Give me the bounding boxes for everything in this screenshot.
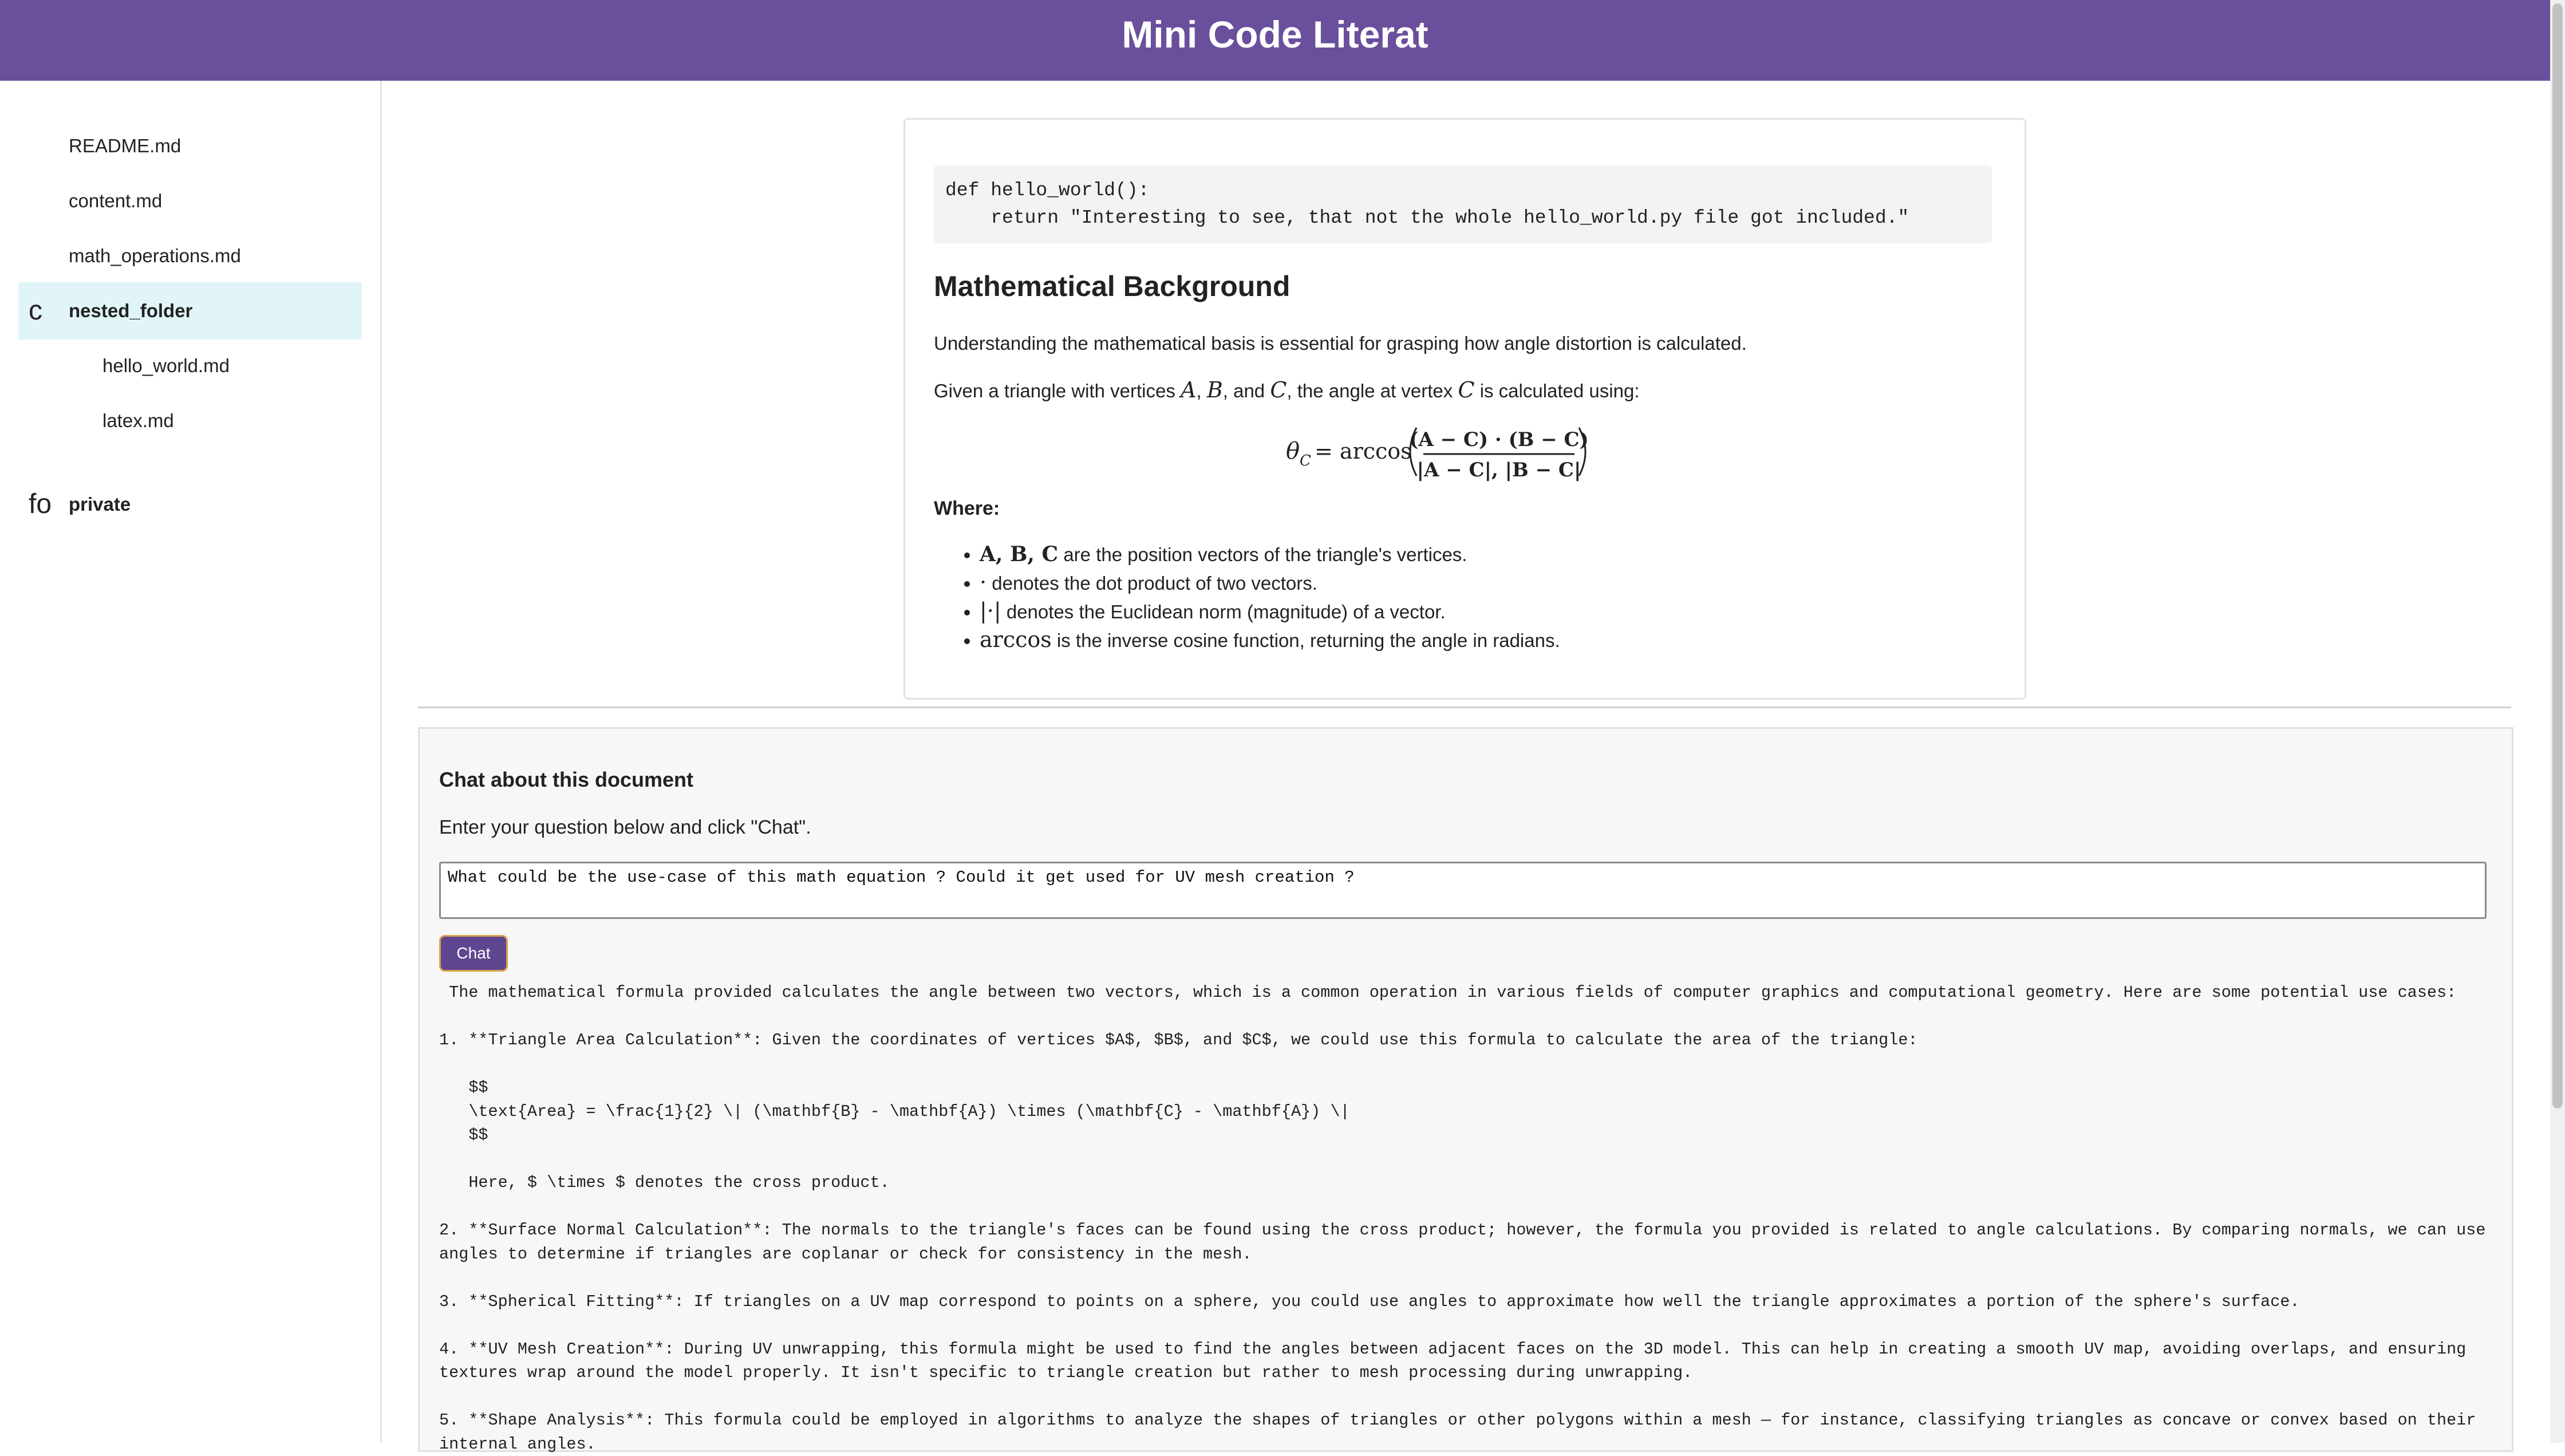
formula-lhs-sub: C bbox=[1300, 452, 1311, 469]
chat-title: Chat about this document bbox=[439, 768, 693, 791]
vertex-c: C bbox=[1270, 377, 1287, 403]
code-block bbox=[934, 165, 1992, 243]
list-item: • A, B, C are the position vectors of the triangle's vertices. bbox=[980, 540, 1560, 569]
list-item: • |·| denotes the Euclidean norm (magnitude) of a vector. bbox=[980, 597, 1560, 626]
sidebar-item-private[interactable] bbox=[18, 476, 362, 533]
chat-answer: The mathematical formula provided calculates the angle between two vectors, which is a common operation in various fields of computer graphics and computational geometry. Here are some potential use cases: 1. **Triangle Area Calculation**: Given the coordinates of vertices $A$, $B$, and $C$, we could use this formula to calculate the area of the triangle: $$ \text{Area} = \frac{1}{2} \| (\mathbf{B} - \mathbf{A}) \times (\mathbf{C} - \mathbf{A}) \| $$ Here, $ \times $ denotes the cross product. 2. **Surface Normal Calculation**: The normals to the triangle's faces can be found using the cross product; however, the formula you provided is related to angle calculations. By comparing normals, we can use angles to determine if triangles are coplanar or check for consistency in the mesh. 3. **Spherical Fitting**: If triangles on a UV map correspond to points on a sphere, you could use angles to approximate how well the triangle approximates a portion of the sphere's surface. 4. **UV Mesh Creation**: During UV unwrapping, this formula might be used to find the angles between adjacent faces on the 3D model. This can help in creating a smooth UV map, avoiding overlaps, and ensuring textures wrap around the model properly. It isn't specific to triangle creation but rather to mesh processing during unwrapping. 5. **Shape Analysis**: This formula could be employed in algorithms to analyze the shapes of triangles or other polygons within a mesh — for instance, classifying triangles as concave or convex based on their internal angles. bbox=[439, 983, 2486, 1454]
formula-denominator: |A − C|, |B − C| bbox=[1416, 459, 1581, 482]
list-item: • arccos is the inverse cosine function, returning the angle in radians. bbox=[980, 626, 1560, 654]
triangle-paragraph: Given a triangle with vertices A, B, and C, the angle at vertex C is calculated using: bbox=[934, 377, 1640, 403]
sidebar-item-label: math_operations.md bbox=[69, 245, 241, 266]
chat-panel bbox=[418, 727, 2513, 1452]
chat-question-input[interactable] bbox=[439, 862, 2487, 919]
app-header bbox=[0, 0, 2550, 81]
file-sidebar bbox=[0, 81, 382, 1443]
vertex-c-ref: C bbox=[1458, 377, 1475, 403]
formula-graphic bbox=[1286, 417, 1629, 486]
formula-lhs: θ bbox=[1286, 438, 1300, 464]
sidebar-item-label: hello_world.md bbox=[102, 355, 230, 376]
sidebar-item-latex[interactable] bbox=[18, 392, 362, 449]
section-divider bbox=[418, 707, 2511, 708]
sidebar-item-content[interactable] bbox=[18, 172, 362, 230]
sidebar-item-readme[interactable] bbox=[18, 117, 362, 175]
formula-eq: = arccos bbox=[1315, 439, 1412, 464]
document-card bbox=[903, 118, 2026, 700]
list-item: • · denotes the dot product of two vectors. bbox=[980, 569, 1560, 597]
formula-numerator: (A − C) · (B − C) bbox=[1409, 428, 1589, 451]
page-scrollbar[interactable] bbox=[2550, 0, 2565, 1443]
sidebar-item-nested-folder[interactable] bbox=[18, 282, 362, 340]
sidebar-item-label: latex.md bbox=[102, 410, 174, 431]
where-label: Where: bbox=[934, 498, 1000, 519]
vertex-a: A bbox=[1181, 377, 1197, 403]
intro-paragraph: Understanding the mathematical basis is essential for grasping how angle distortion is calculated. bbox=[934, 333, 1747, 354]
sidebar-item-label: nested_folder bbox=[69, 300, 193, 321]
sidebar-item-label: private bbox=[69, 494, 131, 515]
sidebar-item-label: README.md bbox=[69, 135, 181, 156]
sidebar-item-label: content.md bbox=[69, 190, 163, 211]
angle-formula bbox=[1286, 417, 1629, 486]
vertex-b: B bbox=[1206, 377, 1223, 403]
definitions-list bbox=[934, 540, 1560, 654]
chat-hint: Enter your question below and click "Chat". bbox=[439, 816, 811, 838]
chat-button[interactable]: Chat bbox=[439, 935, 508, 972]
sidebar-item-math-operations[interactable] bbox=[18, 227, 362, 285]
folder-icon: fo bbox=[29, 489, 52, 519]
section-heading: Mathematical Background bbox=[934, 270, 1291, 302]
code-text: def hello_world(): return "Interesting to see, that not the whole hello_world.py file got included." bbox=[945, 180, 1909, 228]
page-scrollbar-thumb[interactable] bbox=[2552, 3, 2563, 1108]
sidebar-item-hello-world[interactable] bbox=[18, 337, 362, 394]
app-title: Mini Code Literat bbox=[1122, 13, 1428, 56]
folder-icon: c bbox=[29, 295, 42, 326]
